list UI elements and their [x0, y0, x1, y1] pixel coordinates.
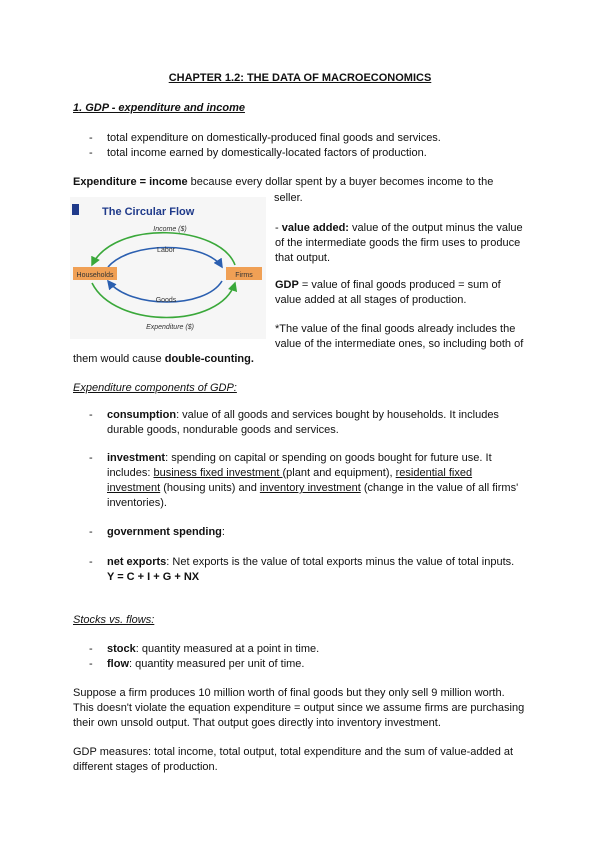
residential-investment: investment: [107, 482, 161, 494]
expenditure-income-text: because every dollar spent by a buyer becomes income to the: [187, 176, 494, 188]
value-added-term: value added:: [281, 222, 349, 234]
bullet-dash: [89, 408, 93, 424]
net-exports-text: : Net exports is the value of total exports minus the value of total inputs.: [166, 556, 515, 568]
flow-term: flow: [107, 658, 129, 670]
expenditure-income-line: [73, 175, 523, 191]
gdp-term: GDP: [275, 279, 299, 291]
bullet-dash: [89, 131, 93, 147]
value-added-dash: -: [275, 222, 282, 234]
diagram-title: The Circular Flow: [102, 206, 195, 218]
net-exports-term: net exports: [107, 556, 167, 568]
gdp-def-text: = value of final goods produced = sum of: [298, 279, 501, 291]
suppose-line3: their own unsold output. That output goes directly into inventory investment.: [73, 717, 441, 729]
stocks-heading: Stocks vs. flows:: [73, 614, 155, 626]
firms-label: Firms: [235, 272, 253, 279]
value-added-line3: that output.: [275, 252, 331, 264]
consumption-text: : value of all goods and services bought by households. It includes: [176, 409, 499, 421]
goods-label: Goods: [155, 297, 177, 304]
bullet-dash: [89, 642, 93, 658]
gdp-measures-line2: different stages of production.: [73, 761, 218, 773]
bullet-dash: [89, 555, 93, 571]
inventory-change: (change in the value of all firms': [360, 482, 519, 494]
government-line: [107, 525, 527, 541]
note-line3: [73, 352, 254, 368]
expenditure-label: Expenditure ($): [146, 324, 194, 331]
government-colon: :: [221, 526, 225, 538]
residential-fixed: residential fixed: [395, 467, 473, 479]
note-line1: *The value of the final goods already includes the: [275, 323, 516, 335]
bullet-dash: [89, 146, 93, 162]
value-added-line2: of the intermediate goods the firm uses to produce: [275, 237, 521, 249]
consumption-line1: [107, 408, 527, 424]
inventory-investment: inventory investment: [259, 482, 361, 494]
expenditure-income-bold: Expenditure = income: [73, 176, 188, 188]
stock-line: [107, 642, 527, 658]
stock-term: stock: [107, 643, 136, 655]
bullet-dash: [89, 451, 93, 467]
business-fixed-investment: business fixed investment: [153, 467, 283, 479]
gdp-def-line1: [275, 278, 525, 294]
double-counting-term: double-counting.: [164, 353, 254, 365]
gdp-formula: Y = C + I + G + NX: [107, 571, 200, 583]
labor-label: Labor: [157, 247, 175, 254]
investment-line1: [107, 451, 527, 467]
note-text: them would cause: [73, 353, 165, 365]
stock-text: : quantity measured at a point in time.: [135, 643, 320, 655]
investment-line4: inventories).: [107, 497, 167, 509]
net-exports-line1: [107, 555, 547, 571]
note-line2: value of the intermediate ones, so including both of: [275, 338, 524, 350]
consumption-line2: durable goods, nondurable goods and services.: [107, 424, 339, 436]
income-label: Income ($): [153, 226, 187, 233]
circular-flow-svg: [70, 197, 266, 339]
section-heading-gdp: 1. GDP - expenditure and income: [73, 102, 245, 114]
circular-flow-diagram: [70, 197, 266, 339]
investment-term: investment: [107, 452, 166, 464]
title-bullet-icon: [72, 204, 79, 215]
value-added-text: value of the output minus the value: [348, 222, 523, 234]
suppose-line2: This doesn't violate the equation expenditure = output since we assume firms are purchasing: [73, 702, 525, 714]
gdp-measures-line1: GDP measures: total income, total output, total expenditure and the sum of value-added at: [73, 746, 514, 758]
page-title: CHAPTER 1.2: THE DATA OF MACROECONOMICS: [168, 72, 432, 84]
components-heading: Expenditure components of GDP:: [73, 382, 237, 394]
investment-text: : spending on capital or spending on goods bought for future use. It: [165, 452, 492, 464]
households-label: Households: [76, 272, 114, 279]
investment-line3: [107, 481, 527, 497]
government-term: government spending: [107, 526, 222, 538]
plant-equipment: (plant and equipment),: [282, 467, 396, 479]
gdp-def-line2: value added at all stages of production.: [275, 294, 467, 306]
consumption-term: consumption: [107, 409, 177, 421]
bullet-dash: [89, 657, 93, 673]
bullet-total-income: total income earned by domestically-located factors of production.: [107, 147, 427, 159]
investment-includes: includes:: [107, 467, 154, 479]
bullet-dash: [89, 525, 93, 541]
suppose-line1: Suppose a firm produces 10 million worth of final goods but they only sell 9 million worth.: [73, 687, 505, 699]
investment-line2: [107, 466, 527, 482]
bullet-total-expenditure: total expenditure on domestically-produced final goods and services.: [107, 132, 441, 144]
expenditure-income-continuation: seller.: [274, 192, 303, 204]
flow-text: : quantity measured per unit of time.: [129, 658, 305, 670]
value-added-line1: [275, 221, 525, 237]
flow-line: [107, 657, 527, 673]
housing-units: (housing units) and: [160, 482, 260, 494]
